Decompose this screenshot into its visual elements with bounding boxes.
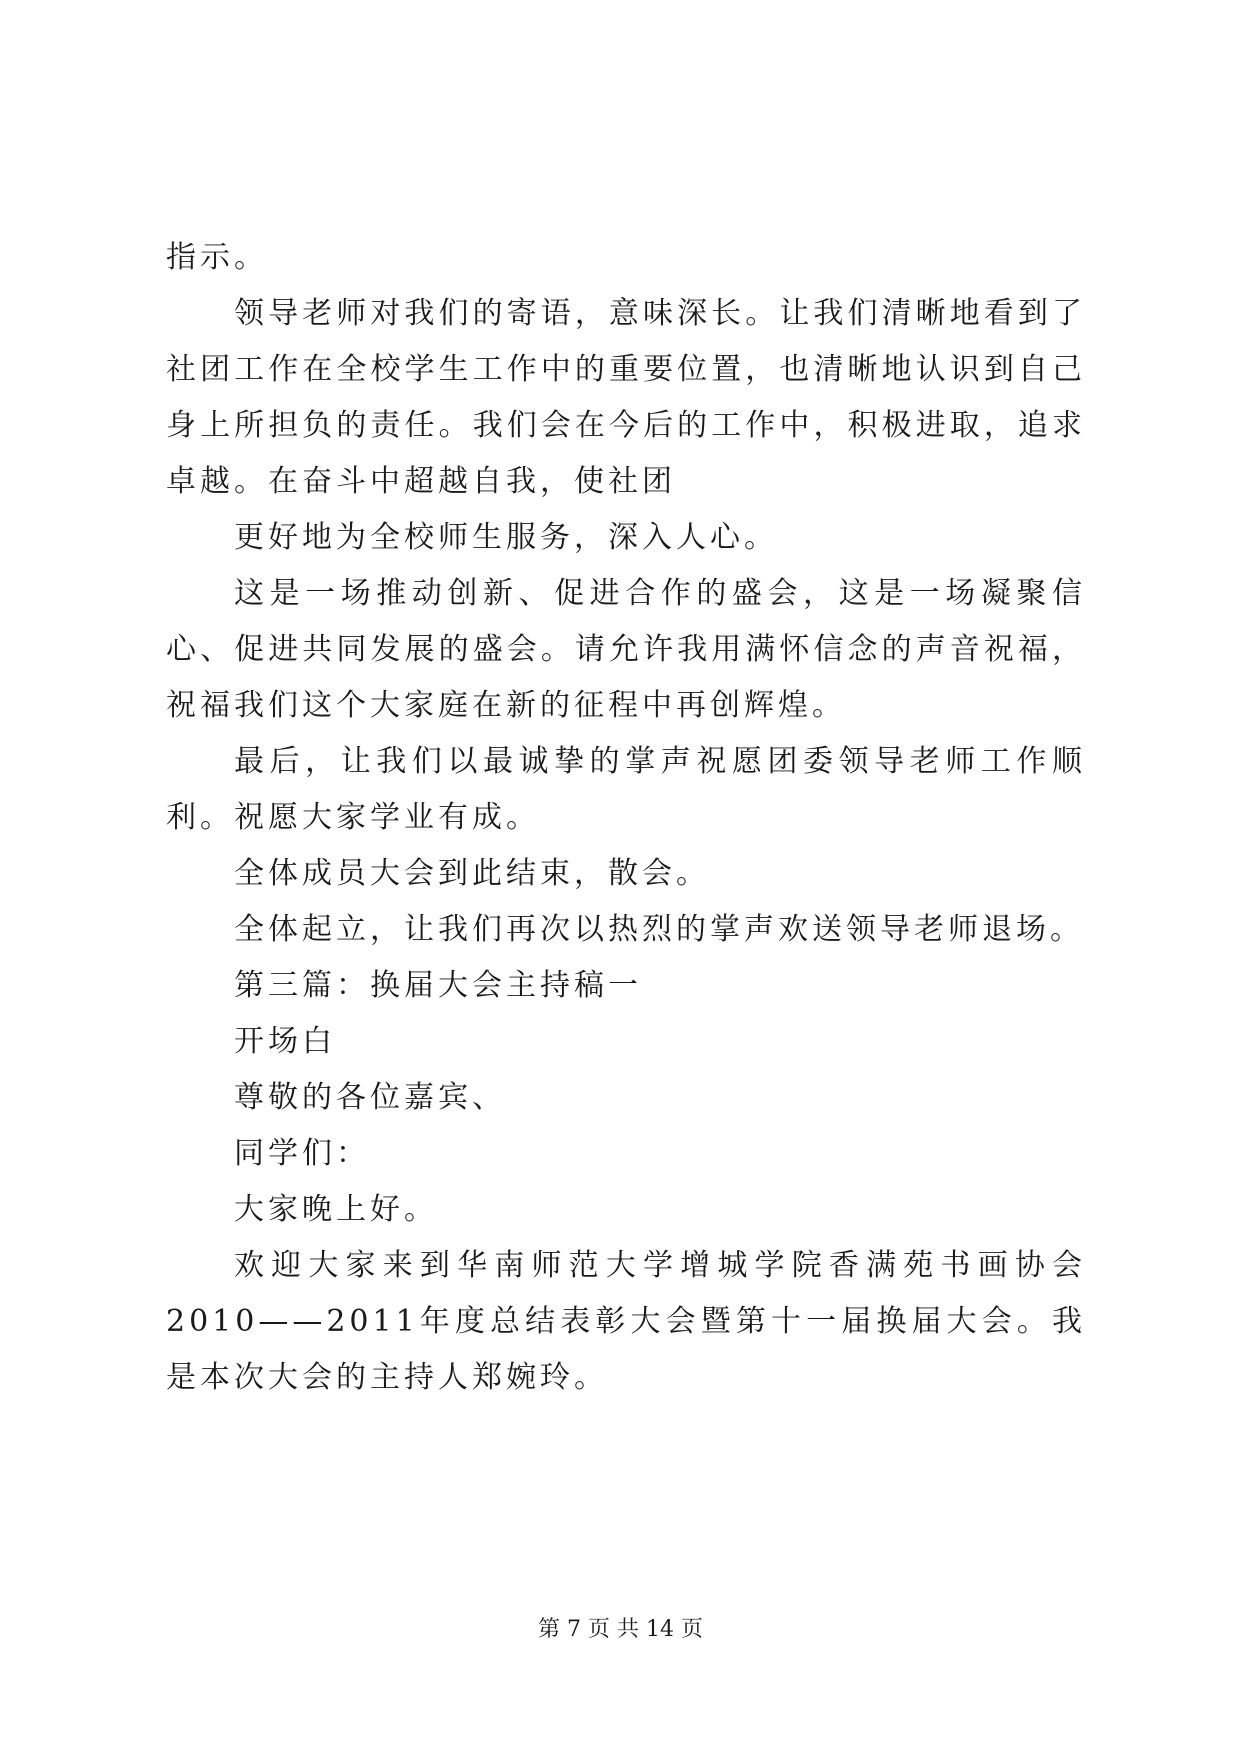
paragraph-12: 大家晚上好。: [234, 1192, 438, 1227]
paragraph-3: 更好地为全校师生服务，深入人心。: [234, 520, 778, 555]
paragraph-6: 全体成员大会到此结束，散会。: [234, 856, 710, 891]
paragraph-9: 开场白: [234, 1024, 336, 1059]
page-number-footer: 第 7 页 共 14 页: [538, 1617, 703, 1642]
document-body: [166, 230, 1086, 1406]
paragraph-1: 指示。: [166, 240, 268, 275]
paragraph-7: 全体起立，让我们再次以热烈的掌声欢送领导老师退场。: [234, 912, 1084, 947]
paragraph-10: 尊敬的各位嘉宾、: [234, 1080, 506, 1115]
paragraph-2: 领导老师对我们的寄语，意味深长。让我们清晰地看到了社团工作在全校学生工作中的重要位置，也清晰地认识到自己身上所担负的责任。我们会在今后的工作中，积极进取，追求卓越。在奋斗中超越自我，使社团: [166, 296, 1086, 499]
paragraph-4: 这是一场推动创新、促进合作的盛会，这是一场凝聚信心、促进共同发展的盛会。请允许我用满怀信念的声音祝福，祝福我们这个大家庭在新的征程中再创辉煌。: [166, 576, 1086, 723]
paragraph-11: 同学们：: [234, 1136, 370, 1171]
section-heading: 第三篇：换届大会主持稿一: [234, 968, 642, 1003]
paragraph-5: 最后，让我们以最诚挚的掌声祝愿团委领导老师工作顺利。祝愿大家学业有成。: [166, 744, 1086, 835]
paragraph-13: 欢迎大家来到华南师范大学增城学院香满苑书画协会2010——2011年度总结表彰大会暨第十一届换届大会。我是本次大会的主持人郑婉玲。: [166, 1248, 1086, 1395]
